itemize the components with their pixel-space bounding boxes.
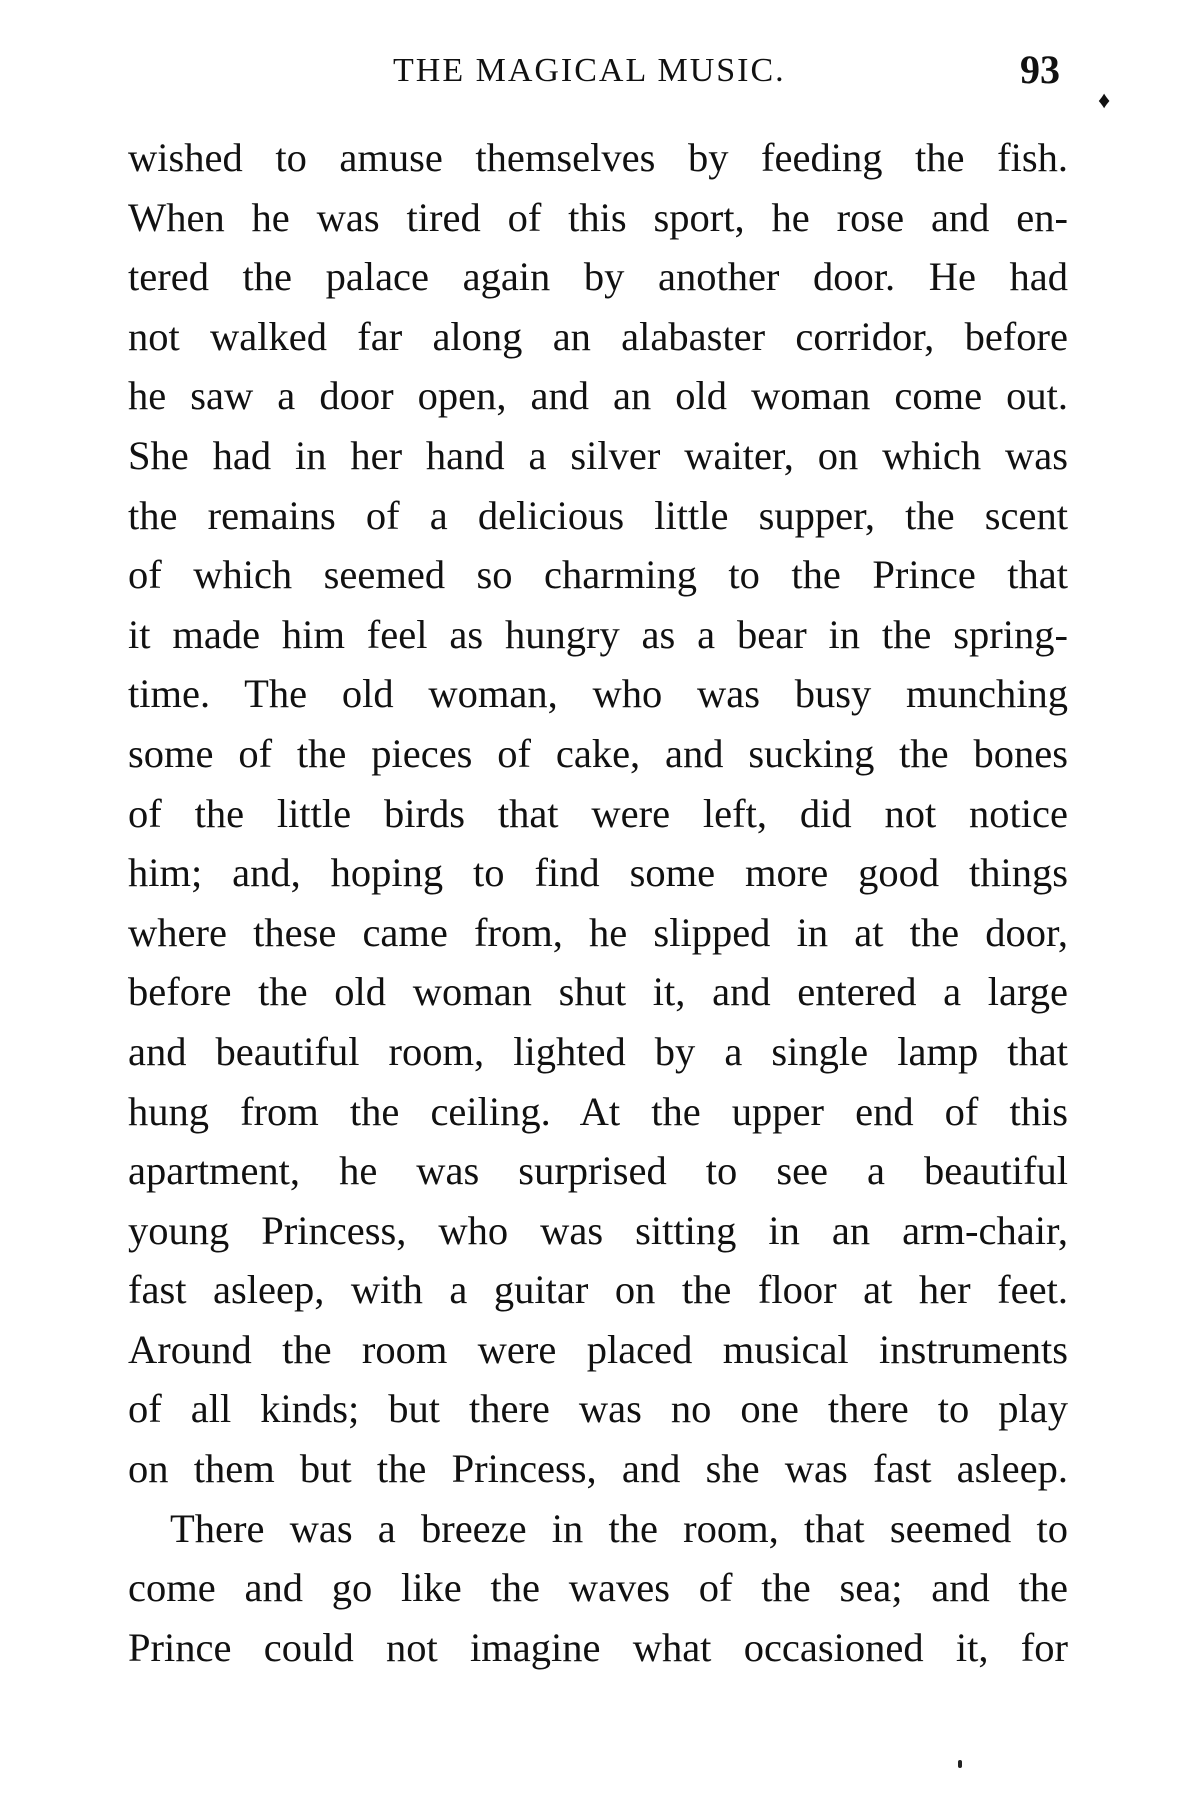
text-line: of which seemed so charming to the Prince that — [128, 552, 1068, 598]
text-line: the remains of a delicious little supper, the scent — [128, 492, 1068, 538]
text-line: young Princess, who was sitting in an arm-chair, — [128, 1207, 1068, 1253]
text-line: She had in her hand a silver waiter, on which was — [128, 432, 1068, 478]
text-line: some of the pieces of cake, and sucking the bones — [128, 730, 1068, 776]
text-line: apartment, he was surprised to see a beautiful — [128, 1148, 1068, 1194]
text-line: wished to amuse themselves by feeding the fish. — [128, 135, 1068, 180]
text-line: When he was tired of this sport, he rose and en- — [128, 194, 1068, 240]
text-line: time. The old woman, who was busy munching — [128, 671, 1068, 717]
text-line: not walked far along an alabaster corridor, before — [128, 313, 1068, 359]
text-line: Around the room were placed musical instruments — [128, 1326, 1068, 1372]
text-line: he saw a door open, and an old woman come out. — [128, 373, 1068, 419]
text-line: There was a breeze in the room, that seemed to — [170, 1505, 1068, 1551]
body-text — [128, 128, 1068, 1677]
text-line: on them but the Princess, and she was fast asleep. — [128, 1446, 1068, 1492]
page-number: 93 — [1020, 47, 1060, 92]
text-line: hung from the ceiling. At the upper end of this — [128, 1088, 1068, 1134]
margin-mark-icon: ♦ — [1098, 88, 1111, 114]
text-line: him; and, hoping to find some more good things — [128, 850, 1068, 896]
text-line: and beautiful room, lighted by a single lamp that — [128, 1028, 1068, 1074]
text-line: where these came from, he slipped in at the door, — [128, 909, 1068, 955]
text-line: of all kinds; but there was no one there to play — [128, 1386, 1068, 1432]
running-head-title: THE MAGICAL MUSIC. — [393, 52, 786, 89]
ink-speck — [958, 1760, 962, 1768]
text-line: fast asleep, with a guitar on the floor at her feet. — [128, 1267, 1068, 1313]
text-line: tered the palace again by another door. He had — [128, 254, 1068, 300]
text-line: Prince could not imagine what occasioned it, for — [128, 1624, 1068, 1670]
text-line: of the little birds that were left, did not notice — [128, 790, 1068, 836]
text-line: before the old woman shut it, and entered a large — [128, 969, 1068, 1015]
text-line: it made him feel as hungry as a bear in the spring- — [128, 611, 1068, 657]
text-line: come and go like the waves of the sea; and the — [128, 1565, 1068, 1611]
running-head — [128, 44, 1068, 94]
